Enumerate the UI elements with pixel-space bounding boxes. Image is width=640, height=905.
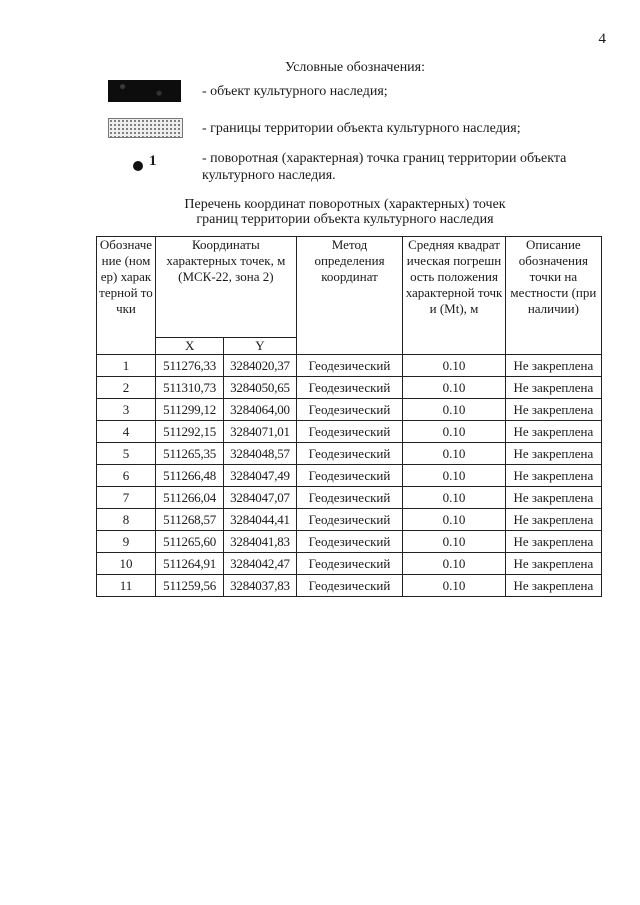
point-number-cell: 1 xyxy=(97,355,156,377)
list-title xyxy=(0,197,640,227)
point-number-cell: 8 xyxy=(97,509,156,531)
x-coordinate-cell: 511310,73 xyxy=(155,377,223,399)
description-cell: Не закреплена xyxy=(505,575,601,597)
y-coordinate-cell: 3284071,01 xyxy=(224,421,296,443)
y-coordinate-cell: 3284050,65 xyxy=(224,377,296,399)
method-cell: Геодезический xyxy=(296,509,403,531)
point-number-cell: 6 xyxy=(97,465,156,487)
header-x: X xyxy=(155,338,223,355)
y-coordinate-cell: 3284048,57 xyxy=(224,443,296,465)
method-cell: Геодезический xyxy=(296,487,403,509)
legend-text-object: - объект культурного наследия; xyxy=(202,84,388,99)
table-row xyxy=(97,487,602,509)
description-cell: Не закреплена xyxy=(505,531,601,553)
description-cell: Не закреплена xyxy=(505,355,601,377)
x-coordinate-cell: 511276,33 xyxy=(155,355,223,377)
legend-text-point xyxy=(202,150,566,184)
point-number-cell: 3 xyxy=(97,399,156,421)
point-number-cell: 10 xyxy=(97,553,156,575)
method-cell: Геодезический xyxy=(296,531,403,553)
table-row xyxy=(97,443,602,465)
error-cell: 0.10 xyxy=(403,553,505,575)
point-number-cell: 7 xyxy=(97,487,156,509)
legend-text-boundary: - границы территории объекта культурного наследия; xyxy=(202,121,521,136)
table-row xyxy=(97,355,602,377)
x-coordinate-cell: 511266,04 xyxy=(155,487,223,509)
legend-text-point-line1: - поворотная (характерная) точка границ территории объекта xyxy=(202,151,567,166)
error-cell: 0.10 xyxy=(403,399,505,421)
point-number-cell: 5 xyxy=(97,443,156,465)
header-error: Средняя квадратическая погрешность положения характерной точки (Mt), м xyxy=(403,237,505,355)
x-coordinate-cell: 511292,15 xyxy=(155,421,223,443)
method-cell: Геодезический xyxy=(296,553,403,575)
y-coordinate-cell: 3284044,41 xyxy=(224,509,296,531)
coordinates-table xyxy=(96,236,602,597)
error-cell: 0.10 xyxy=(403,575,505,597)
legend-text-point-line2: культурного наследия. xyxy=(202,168,336,183)
point-number-cell: 11 xyxy=(97,575,156,597)
x-coordinate-cell: 511264,91 xyxy=(155,553,223,575)
description-cell: Не закреплена xyxy=(505,487,601,509)
y-coordinate-cell: 3284042,47 xyxy=(224,553,296,575)
error-cell: 0.10 xyxy=(403,487,505,509)
method-cell: Геодезический xyxy=(296,575,403,597)
point-number-cell: 4 xyxy=(97,421,156,443)
x-coordinate-cell: 511299,12 xyxy=(155,399,223,421)
error-cell: 0.10 xyxy=(403,465,505,487)
error-cell: 0.10 xyxy=(403,443,505,465)
point-dot-icon xyxy=(133,161,143,171)
table-row xyxy=(97,399,602,421)
x-coordinate-cell: 511266,48 xyxy=(155,465,223,487)
x-coordinate-cell: 511265,35 xyxy=(155,443,223,465)
y-coordinate-cell: 3284064,00 xyxy=(224,399,296,421)
method-cell: Геодезический xyxy=(296,377,403,399)
method-cell: Геодезический xyxy=(296,465,403,487)
method-cell: Геодезический xyxy=(296,421,403,443)
error-cell: 0.10 xyxy=(403,421,505,443)
error-cell: 0.10 xyxy=(403,509,505,531)
page-number: 4 xyxy=(598,31,606,47)
description-cell: Не закреплена xyxy=(505,377,601,399)
x-coordinate-cell: 511265,60 xyxy=(155,531,223,553)
point-number-cell: 2 xyxy=(97,377,156,399)
header-number: Обозначение (номер) характерной точки xyxy=(97,237,156,355)
description-cell: Не закреплена xyxy=(505,421,601,443)
description-cell: Не закреплена xyxy=(505,443,601,465)
table-row xyxy=(97,553,602,575)
boundary-swatch xyxy=(108,118,183,138)
table-row xyxy=(97,465,602,487)
table-row xyxy=(97,531,602,553)
list-title-line1: Перечень координат поворотных (характерных) точек xyxy=(184,197,506,212)
error-cell: 0.10 xyxy=(403,531,505,553)
header-method: Метод определения координат xyxy=(296,237,403,355)
description-cell: Не закреплена xyxy=(505,399,601,421)
y-coordinate-cell: 3284047,07 xyxy=(224,487,296,509)
legend-title: Условные обозначения: xyxy=(284,60,426,75)
description-cell: Не закреплена xyxy=(505,509,601,531)
error-cell: 0.10 xyxy=(403,355,505,377)
table-row xyxy=(97,377,602,399)
error-cell: 0.10 xyxy=(403,377,505,399)
y-coordinate-cell: 3284037,83 xyxy=(224,575,296,597)
method-cell: Геодезический xyxy=(296,399,403,421)
x-coordinate-cell: 511268,57 xyxy=(155,509,223,531)
table-row xyxy=(97,509,602,531)
point-number: 1 xyxy=(149,153,157,169)
table-row xyxy=(97,575,602,597)
list-title-line2: границ территории объекта культурного наследия xyxy=(196,212,494,227)
header-desc: Описание обозначения точки на местности (при наличии) xyxy=(505,237,601,355)
point-number-cell: 9 xyxy=(97,531,156,553)
header-y: Y xyxy=(224,338,296,355)
y-coordinate-cell: 3284047,49 xyxy=(224,465,296,487)
x-coordinate-cell: 511259,56 xyxy=(155,575,223,597)
object-swatch xyxy=(108,80,181,102)
y-coordinate-cell: 3284041,83 xyxy=(224,531,296,553)
method-cell: Геодезический xyxy=(296,443,403,465)
method-cell: Геодезический xyxy=(296,355,403,377)
y-coordinate-cell: 3284020,37 xyxy=(224,355,296,377)
header-coords: Координаты характерных точек, м (МСК-22, зона 2) xyxy=(155,237,296,338)
table-row xyxy=(97,421,602,443)
description-cell: Не закреплена xyxy=(505,465,601,487)
description-cell: Не закреплена xyxy=(505,553,601,575)
